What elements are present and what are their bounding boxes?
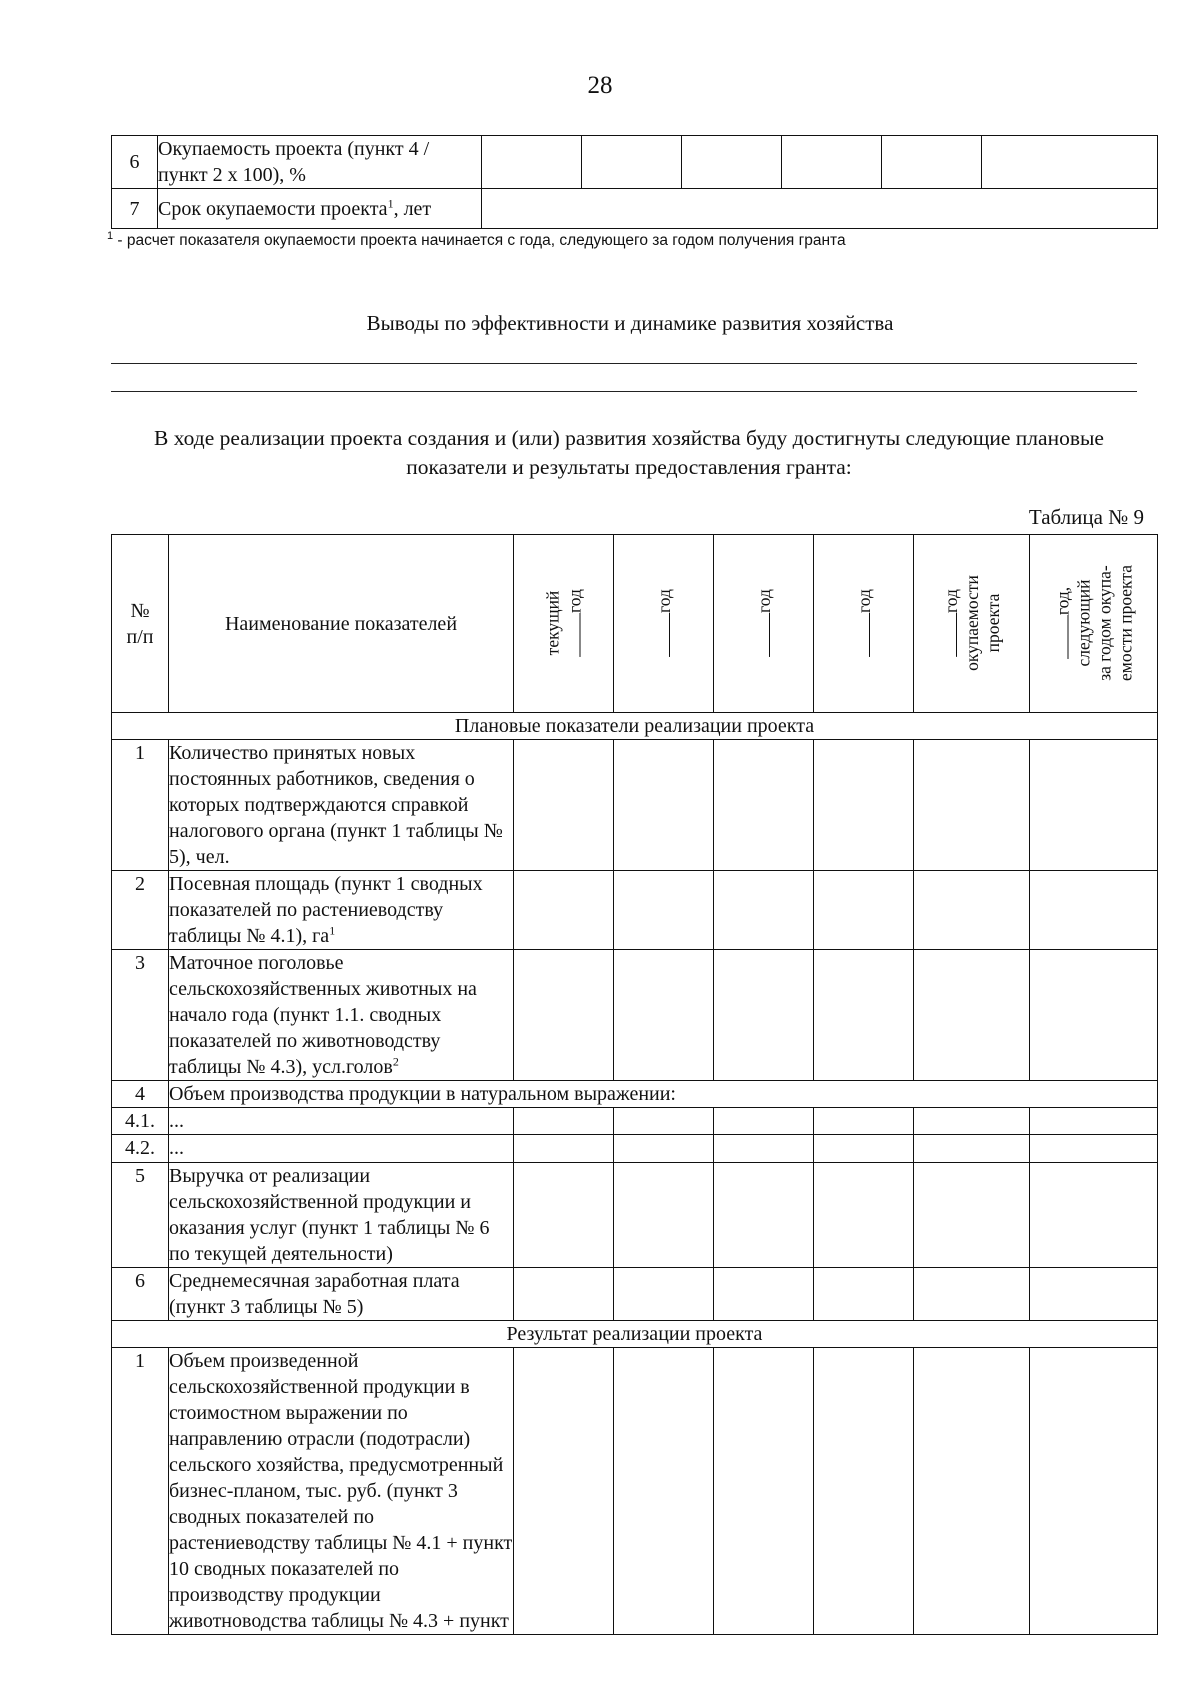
header-god: год — [940, 589, 961, 613]
header-god: год — [853, 589, 874, 613]
value-cell — [714, 1108, 814, 1135]
row-num: 6 — [112, 136, 158, 189]
value-cell — [614, 1348, 714, 1635]
value-cell — [814, 950, 914, 1081]
section-result: Результат реализации проекта — [112, 1321, 1158, 1348]
value-cell — [614, 950, 714, 1081]
footnote-mark: 1 — [387, 195, 394, 210]
value-cell — [1030, 871, 1158, 950]
row-num: 1 — [112, 1348, 169, 1635]
value-cell — [914, 1135, 1030, 1163]
table-caption: Таблица № 9 — [1028, 505, 1144, 529]
top-table — [111, 135, 1158, 229]
value-cell — [1030, 1163, 1158, 1268]
value-cell — [814, 740, 914, 871]
value-cell — [714, 1135, 814, 1163]
table-row — [112, 1081, 1158, 1108]
top-row-7 — [112, 189, 1158, 229]
value-cell — [882, 136, 982, 189]
row-text-main: Срок окупаемости проекта — [158, 197, 388, 220]
value-cell — [1030, 1108, 1158, 1135]
value-cell — [914, 871, 1030, 950]
value-cell — [814, 1135, 914, 1163]
value-cell — [714, 1163, 814, 1268]
row-text: ... — [169, 1108, 514, 1135]
row-num: 2 — [112, 871, 169, 950]
value-cell — [914, 1268, 1030, 1321]
footnote — [107, 229, 846, 250]
row-text: Окупаемость проекта (пункт 4 / пункт 2 х 100), % — [158, 136, 482, 189]
value-cell — [514, 1163, 614, 1268]
header-payback-project: емости проекта — [1115, 565, 1135, 681]
value-cell — [814, 871, 914, 950]
row-num: 1 — [112, 740, 169, 871]
value-cell — [514, 950, 614, 1081]
row-text: Среднемесячная заработная плата (пункт 3 таблицы № 5) — [169, 1268, 514, 1321]
value-cell — [714, 950, 814, 1081]
value-cell — [514, 1135, 614, 1163]
value-cell — [1030, 1348, 1158, 1635]
footnote-text: - расчет показателя окупаемости проекта начинается с года, следующего за годом получения гранта — [113, 232, 846, 249]
year-blank — [753, 613, 770, 657]
value-cell — [914, 1163, 1030, 1268]
section-planned: Плановые показатели реализации проекта — [112, 713, 1158, 740]
header-name: Наименование показателей — [169, 535, 514, 713]
header-num-label: № п/п — [126, 599, 154, 648]
value-cell — [914, 1108, 1030, 1135]
header-god-comma: год, — [1052, 586, 1072, 616]
value-cell — [614, 1108, 714, 1135]
value-cell — [814, 1348, 914, 1635]
value-cell — [1030, 740, 1158, 871]
row-text — [169, 950, 514, 1081]
header-project: проекта — [982, 593, 1003, 653]
row-num: 7 — [112, 189, 158, 229]
row-num: 4 — [112, 1081, 169, 1108]
row-text: Выручка от реализации сельскохозяйственной продукции и оказания услуг (пункт 1 таблицы № 6 по текущей деятельности) — [169, 1163, 514, 1268]
value-cell — [1030, 950, 1158, 1081]
value-cell — [514, 871, 614, 950]
year-blank — [853, 613, 870, 657]
value-cell — [514, 740, 614, 871]
value-cell — [682, 136, 782, 189]
row-text: Объем произведенной сельскохозяйственной продукции в стоимостном выражении по направлению отрасли (подотрасли) сельского хозяйства, предусмотренный бизнес-планом, тыс. руб. (пункт 3 сводных показателей по растениеводству таблицы № 4.1 + пункт 10 сводных показателей по производству продукции животноводства таблицы № 4.3 + пункт — [169, 1348, 514, 1635]
section-row — [112, 1321, 1158, 1348]
value-cell — [714, 740, 814, 871]
header-row — [112, 535, 1158, 713]
row-text — [169, 871, 514, 950]
value-cell — [482, 189, 1158, 229]
table-row — [112, 1163, 1158, 1268]
blank-line — [111, 391, 1137, 392]
row-num: 4.2. — [112, 1135, 169, 1163]
value-cell — [514, 1268, 614, 1321]
value-cell — [614, 740, 714, 871]
row-text: Количество принятых новых постоянных работников, сведения о которых подтверждаются справкой налогового органа (пункт 1 таблицы № 5), чел. — [169, 740, 514, 871]
value-cell — [814, 1108, 914, 1135]
header-current-word: текущий — [542, 590, 562, 656]
blank-line — [111, 363, 1137, 364]
value-cell — [514, 1348, 614, 1635]
year-blank — [563, 613, 580, 657]
header-god: год — [564, 589, 584, 613]
value-cell — [1030, 1268, 1158, 1321]
header-num — [112, 535, 169, 713]
value-cell — [914, 950, 1030, 1081]
row-text-main: Маточное поголовье сельскохозяйственных животных на начало года (пункт 1.1. сводных показателей по животноводству таблицы № 4.3), усл.голов — [169, 952, 477, 1078]
value-cell — [514, 1108, 614, 1135]
table-row — [112, 1135, 1158, 1163]
value-cell — [714, 1348, 814, 1635]
value-cell — [582, 136, 682, 189]
row-text-main: Посевная площадь (пункт 1 сводных показателей по растениеводству таблицы № 4.1), га — [169, 873, 483, 947]
row-text: Объем производства продукции в натуральном выражении: — [169, 1081, 1158, 1108]
year-blank — [1051, 615, 1068, 659]
top-row-6 — [112, 136, 1158, 189]
row-num: 5 — [112, 1163, 169, 1268]
row-num: 3 — [112, 950, 169, 1081]
section-row — [112, 713, 1158, 740]
value-cell — [714, 871, 814, 950]
row-num: 6 — [112, 1268, 169, 1321]
table-row — [112, 950, 1158, 1081]
year-blank — [940, 613, 957, 657]
header-payback: окупаемости — [961, 575, 982, 671]
conclusions-heading: Выводы по эффективности и динамике развития хозяйства — [366, 311, 894, 335]
value-cell — [614, 1268, 714, 1321]
header-god: год — [753, 589, 774, 613]
table-row — [112, 871, 1158, 950]
table-row — [112, 1108, 1158, 1135]
value-cell — [982, 136, 1158, 189]
header-col-current — [514, 535, 614, 713]
table-row — [112, 1268, 1158, 1321]
footnote-mark: 2 — [392, 1054, 399, 1069]
table-9 — [111, 534, 1158, 1635]
header-col-year4 — [814, 535, 914, 713]
row-text-suffix: , лет — [393, 197, 432, 220]
header-after: за годом окупа- — [1094, 565, 1114, 681]
value-cell — [814, 1268, 914, 1321]
page-number: 28 — [587, 72, 613, 99]
value-cell — [814, 1163, 914, 1268]
value-cell — [782, 136, 882, 189]
footnote-mark: 1 — [107, 229, 114, 242]
table-row — [112, 740, 1158, 871]
value-cell — [714, 1268, 814, 1321]
intro-paragraph: В ходе реализации проекта создания и (или) развития хозяйства буду достигнуты следующие плановые показатели и результаты предоставления гранта: — [154, 426, 1104, 479]
row-num: 4.1. — [112, 1108, 169, 1135]
value-cell — [614, 1163, 714, 1268]
header-god: год — [653, 589, 674, 613]
value-cell — [1030, 1135, 1158, 1163]
value-cell — [614, 1135, 714, 1163]
header-col-payback — [914, 535, 1030, 713]
table-row — [112, 1348, 1158, 1635]
footnote-mark: 1 — [329, 923, 336, 938]
header-col-year3 — [714, 535, 814, 713]
value-cell — [914, 1348, 1030, 1635]
value-cell — [914, 740, 1030, 871]
row-text — [158, 189, 482, 229]
header-col-year2 — [614, 535, 714, 713]
year-blank — [653, 613, 670, 657]
value-cell — [482, 136, 582, 189]
value-cell — [614, 871, 714, 950]
row-text: ... — [169, 1135, 514, 1163]
header-next: следующий — [1073, 579, 1093, 667]
header-col-next — [1030, 535, 1158, 713]
